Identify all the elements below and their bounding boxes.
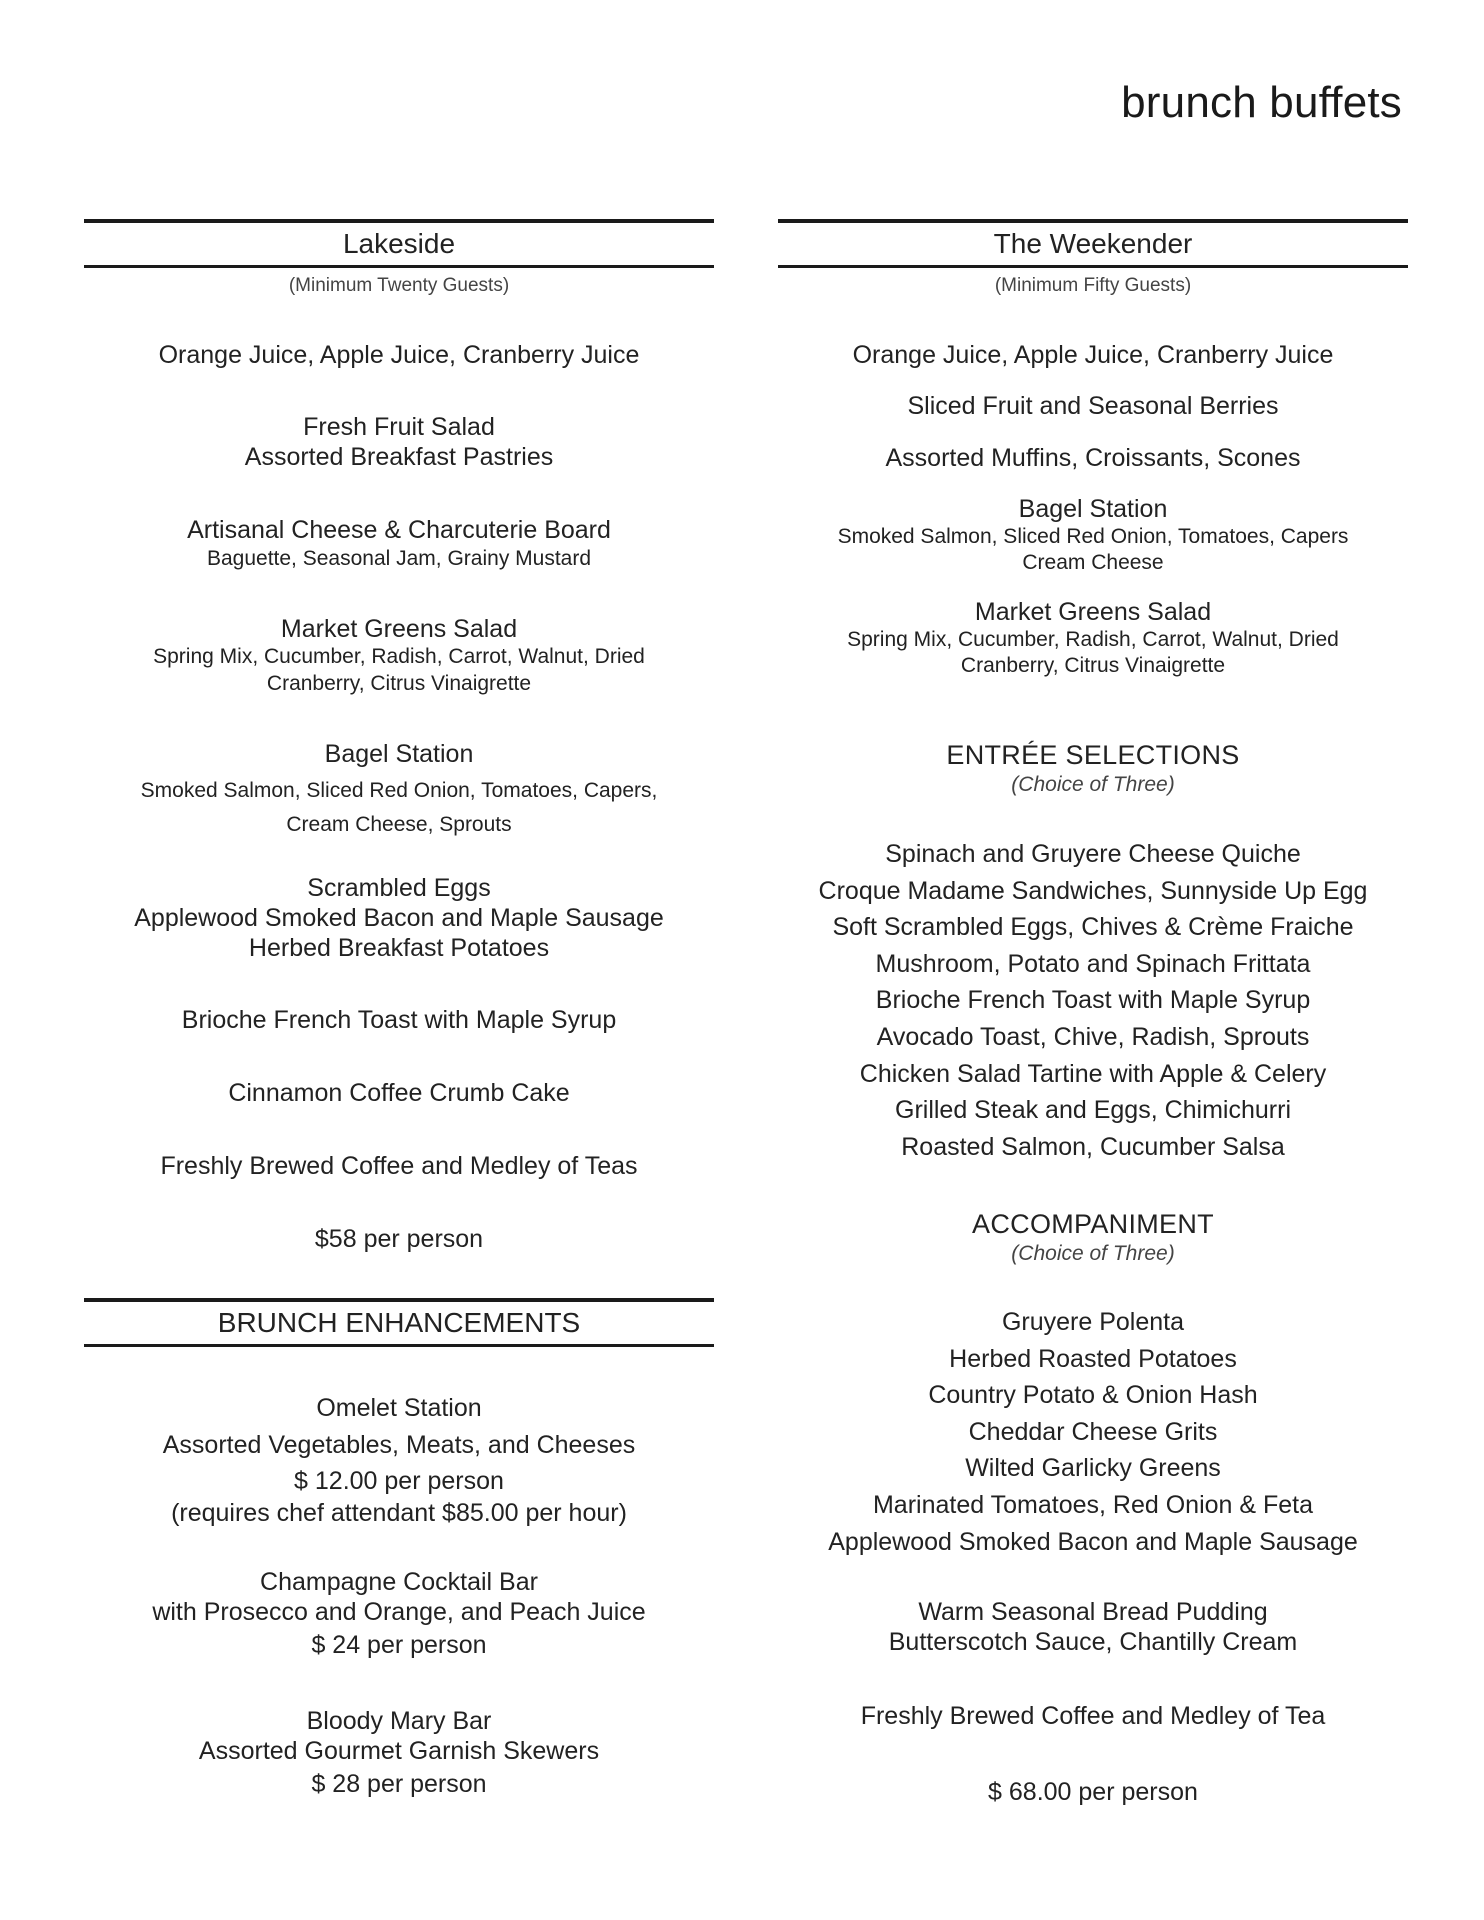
accompaniment-item: Gruyere Polenta [1001,1308,1185,1336]
lakeside-greens-desc-2: Cranberry, Citrus Vinaigrette [266,672,532,695]
lakeside-cheese: Artisanal Cheese & Charcuterie Board [187,516,611,544]
weekender-price: $ 68.00 per person [988,1778,1198,1806]
lakeside-cheese-desc: Baguette, Seasonal Jam, Grainy Mustard [206,547,592,570]
lakeside-column [84,0,714,1920]
omelet-block [84,1390,714,1528]
weekender-greens-desc-2: Cranberry, Citrus Vinaigrette [960,654,1226,677]
entree-item: Mushroom, Potato and Spinach Frittata [875,949,1311,978]
entree-item: Spinach and Gruyere Cheese Quiche [885,840,1301,868]
accompaniment-item: Country Potato & Onion Hash [928,1381,1258,1410]
weekender-minimum: (Minimum Fifty Guests) [994,275,1192,296]
accompaniment-heading: ACCOMPANIMENT [972,1209,1214,1239]
weekender-bagel-desc-1: Smoked Salmon, Sliced Red Onion, Tomatoes, Capers [837,525,1349,548]
champagne-title: Champagne Cocktail Bar [260,1568,538,1596]
weekender-heading: The Weekender [778,219,1408,268]
lakeside-fruit-block [84,412,714,472]
accompaniment-item: Wilted Garlicky Greens [965,1454,1221,1483]
omelet-title: Omelet Station [316,1394,482,1422]
lakeside-greens-desc-1: Spring Mix, Cucumber, Radish, Carrot, Walnut, Dried [153,645,645,668]
lakeside-coffee: Freshly Brewed Coffee and Medley of Teas [160,1152,638,1180]
champagne-price: $ 24 per person [311,1631,487,1659]
lakeside-toast: Brioche French Toast with Maple Syrup [181,1006,617,1034]
accompaniment-item: Herbed Roasted Potatoes [949,1344,1237,1373]
weekender-greens-desc-1: Spring Mix, Cucumber, Radish, Carrot, Walnut, Dried [847,628,1339,651]
omelet-desc: Assorted Vegetables, Meats, and Cheeses [162,1431,636,1459]
pudding-block [778,1597,1408,1657]
weekender-column [778,0,1408,1920]
lakeside-eggs-block [84,873,714,963]
lakeside-bagel: Bagel Station [324,740,474,768]
weekender-fruit: Sliced Fruit and Seasonal Berries [907,392,1279,420]
entree-heading: ENTRÉE SELECTIONS [946,740,1240,770]
lakeside-heading: Lakeside [84,219,714,268]
weekender-greens: Market Greens Salad [974,598,1212,626]
pudding-desc: Butterscotch Sauce, Chantilly Cream [888,1628,1298,1656]
weekender-juice: Orange Juice, Apple Juice, Cranberry Juice [852,341,1334,369]
lakeside-bagel-desc-1: Smoked Salmon, Sliced Red Onion, Tomatoes, Capers, [140,779,658,802]
accompaniment-item: Marinated Tomatoes, Red Onion & Feta [872,1490,1314,1519]
bloody-desc: Assorted Gourmet Garnish Skewers [198,1737,600,1765]
accompaniment-item: Cheddar Cheese Grits [968,1417,1218,1446]
entree-item: Roasted Salmon, Cucumber Salsa [901,1132,1285,1161]
entree-list [778,836,1408,1165]
lakeside-minimum: (Minimum Twenty Guests) [288,275,510,296]
lakeside-eggs: Scrambled Eggs [307,874,491,902]
entree-item: Croque Madame Sandwiches, Sunnyside Up Egg [818,876,1368,905]
enhancements-heading: BRUNCH ENHANCEMENTS [84,1298,714,1347]
lakeside-price: $58 per person [314,1225,484,1253]
entree-note: (Choice of Three) [1011,773,1175,796]
accompaniment-item: Applewood Smoked Bacon and Maple Sausage [828,1527,1358,1556]
lakeside-juice: Orange Juice, Apple Juice, Cranberry Juice [158,341,640,369]
bloody-price: $ 28 per person [311,1770,487,1798]
entree-item: Brioche French Toast with Maple Syrup [875,986,1311,1015]
weekender-bagel-desc-2: Cream Cheese [1022,551,1164,574]
lakeside-fruit: Fresh Fruit Salad [303,413,495,441]
weekender-bagel: Bagel Station [1018,495,1168,523]
bloody-block [84,1706,714,1802]
entree-item: Grilled Steak and Eggs, Chimichurri [895,1096,1291,1125]
omelet-note: (requires chef attendant $85.00 per hour) [171,1499,627,1527]
accompaniment-list [778,1304,1408,1560]
weekender-coffee: Freshly Brewed Coffee and Medley of Tea [860,1702,1326,1730]
bloody-title: Bloody Mary Bar [306,1707,492,1735]
lakeside-greens: Market Greens Salad [280,615,518,643]
lakeside-potatoes: Herbed Breakfast Potatoes [248,934,550,962]
entree-item: Avocado Toast, Chive, Radish, Sprouts [876,1022,1310,1051]
lakeside-bagel-desc [84,774,714,842]
omelet-price: $ 12.00 per person [294,1467,504,1495]
entree-item: Soft Scrambled Eggs, Chives & Crème Fraiche [832,913,1354,942]
weekender-muffins: Assorted Muffins, Croissants, Scones [885,444,1301,472]
lakeside-bacon: Applewood Smoked Bacon and Maple Sausage [134,904,664,932]
accompaniment-note: (Choice of Three) [1011,1242,1175,1265]
pudding-title: Warm Seasonal Bread Pudding [918,1598,1268,1626]
lakeside-cake: Cinnamon Coffee Crumb Cake [228,1079,570,1107]
lakeside-pastries: Assorted Breakfast Pastries [244,443,554,471]
page-title: brunch buffets [1121,78,1402,127]
champagne-desc: with Prosecco and Orange, and Peach Juice [152,1598,646,1626]
entree-item: Chicken Salad Tartine with Apple & Celery [859,1059,1327,1088]
champagne-block [84,1567,714,1663]
lakeside-bagel-desc-2: Cream Cheese, Sprouts [286,813,512,836]
